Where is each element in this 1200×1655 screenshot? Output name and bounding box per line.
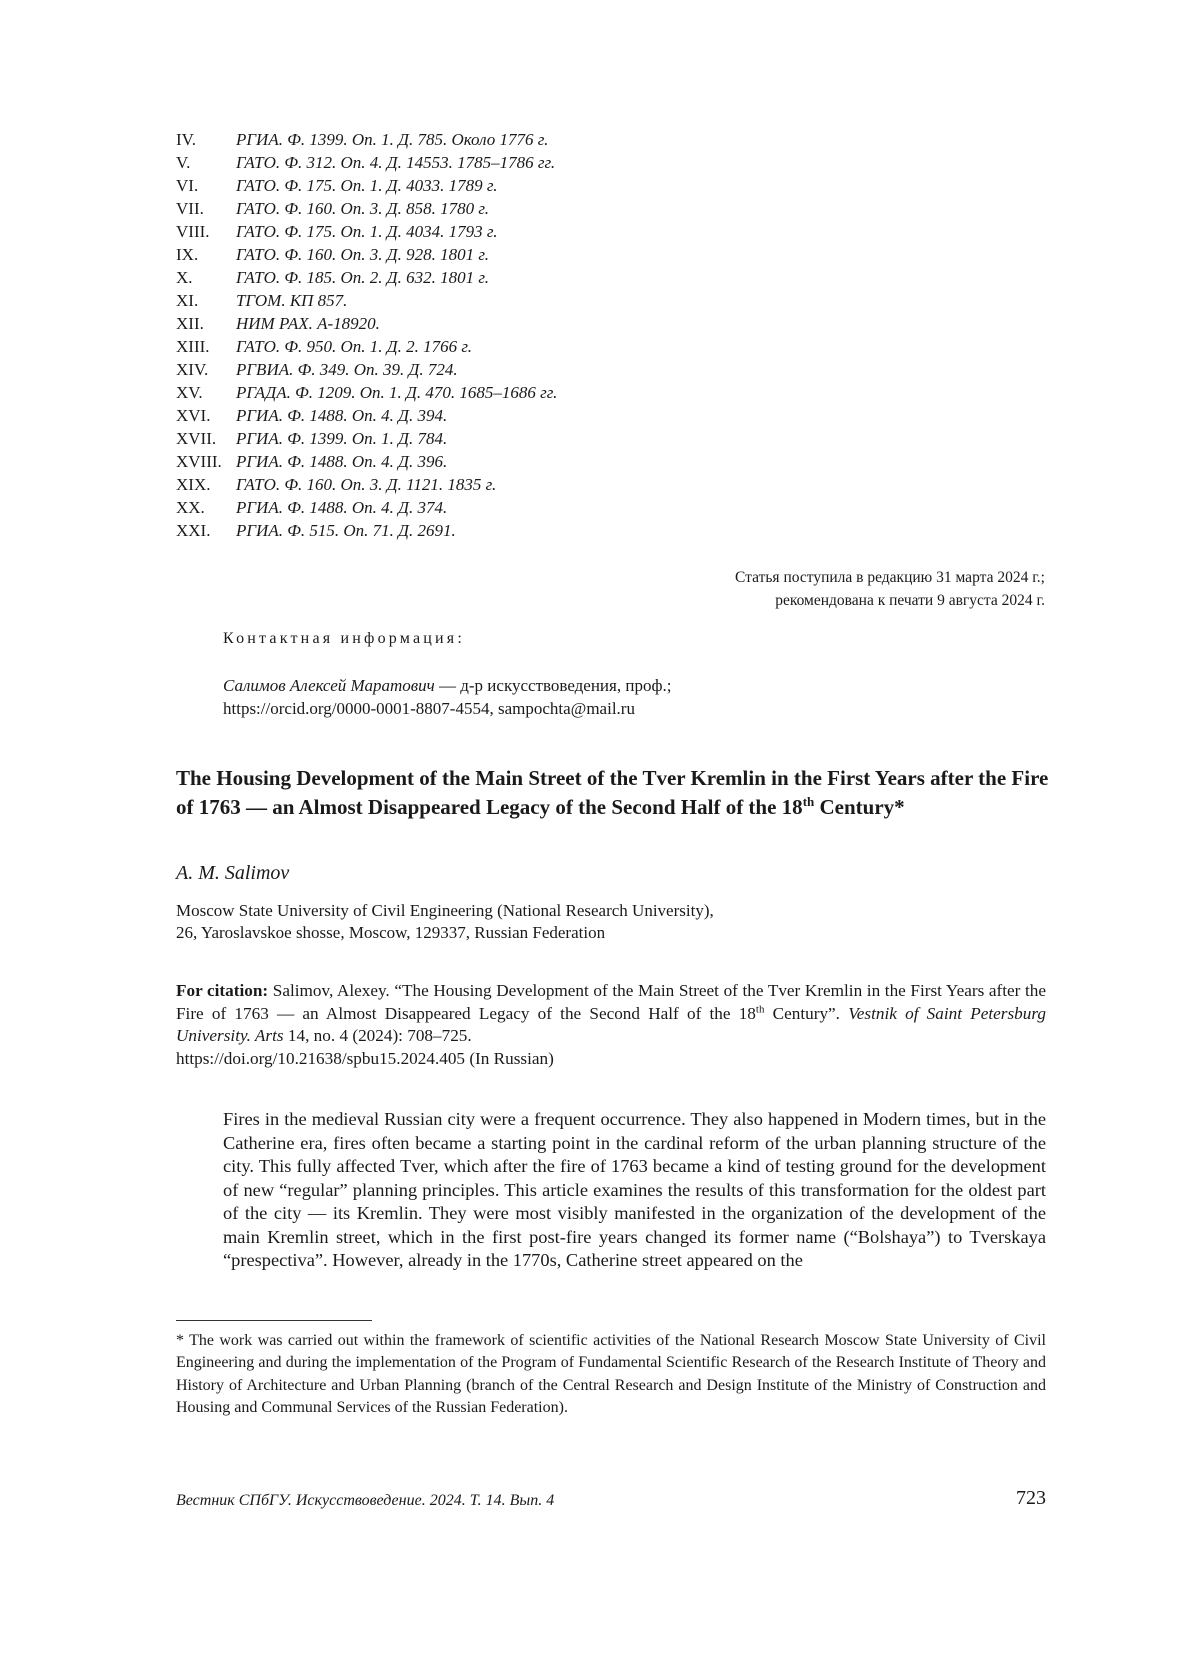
source-item xyxy=(176,450,976,473)
source-number: XIX. xyxy=(176,475,211,494)
source-number: XXI. xyxy=(176,521,211,540)
recommended-line: рекомендована к печати 9 августа 2024 г. xyxy=(775,592,1045,609)
source-item xyxy=(176,496,976,519)
source-item xyxy=(176,151,976,174)
received-line: Статья поступила в редакцию 31 марта 2024 г.; xyxy=(735,569,1045,586)
source-number: XIII. xyxy=(176,337,210,356)
doi-link[interactable]: https://doi.org/10.21638/spbu15.2024.405 (In Russian) xyxy=(176,1048,554,1068)
source-number: V. xyxy=(176,153,191,172)
source-text: ТГОМ. КП 857. xyxy=(236,291,348,310)
citation: For citation: Salimov, Alexey. “The Housing Development of the Main Street of the Tver Kremlin in the First Years after the Fire of 1763 — an Almost Disappeared Legacy of the Second Half of the 18th Century”. Vestnik of Saint Petersburg University. Arts 14, no. 4 (2024): 708–725. https://doi.org/10.21638/spbu15.2024.405 (In Russian) xyxy=(176,981,1047,1068)
footnote-divider xyxy=(176,1320,372,1321)
source-item xyxy=(176,220,976,243)
source-text: ГАТО. Ф. 185. Оп. 2. Д. 632. 1801 г. xyxy=(236,268,490,287)
source-text: ГАТО. Ф. 160. Оп. 3. Д. 928. 1801 г. xyxy=(236,245,490,264)
source-number: XI. xyxy=(176,291,199,310)
affiliation xyxy=(176,900,1056,944)
author-credentials: — д-р искусствоведения, проф.; xyxy=(434,676,672,695)
source-item xyxy=(176,335,976,358)
source-text: РГИА. Ф. 1488. Оп. 4. Д. 374. xyxy=(236,498,448,517)
english-author: A. M. Salimov xyxy=(176,862,290,884)
source-text: РГИА. Ф. 1488. Оп. 4. Д. 394. xyxy=(236,406,448,425)
source-number: XIV. xyxy=(176,360,209,379)
source-number: X. xyxy=(176,268,193,287)
abstract: Fires in the medieval Russian city were a frequent occurrence. They also happened in Modern times, but in the Catherine era, fires often became a starting point in the cardinal reform of the urban planning structure of the city. This fully affected Tver, which after the fire of 1763 became a kind of testing ground for the development of new “regular” planning principles. This article examines the results of this transformation for the oldest part of the city — its Kremlin. They were most visibly manifested in the organization of the development of the main Kremlin street, which in the first post-fire years changed its former name (“Bolshaya”) to Tverskaya “prespectiva”. However, already in the 1770s, Catherine street appeared on the xyxy=(223,1109,1046,1270)
source-text: ГАТО. Ф. 160. Оп. 3. Д. 858. 1780 г. xyxy=(236,199,490,218)
english-title: The Housing Development of the Main Street of the Tver Kremlin in the First Years after the Fire of 1763 — an Almost Disappeared Legacy of the Second Half of the 18th Century* xyxy=(176,766,1049,819)
source-number: XVII. xyxy=(176,429,217,448)
sources-list xyxy=(176,128,976,542)
source-text: ГАТО. Ф. 160. Оп. 3. Д. 1121. 1835 г. xyxy=(236,475,497,494)
source-number: XVI. xyxy=(176,406,211,425)
affiliation-line: Moscow State University of Civil Engineering (National Research University), xyxy=(176,901,714,920)
source-text: ГАТО. Ф. 175. Оп. 1. Д. 4034. 1793 г. xyxy=(236,222,498,241)
citation-label: For citation: xyxy=(176,981,269,1000)
source-text: РГИА. Ф. 1399. Оп. 1. Д. 785. Около 1776 г. xyxy=(236,130,549,149)
source-text: ГАТО. Ф. 950. Оп. 1. Д. 2. 1766 г. xyxy=(236,337,473,356)
source-item xyxy=(176,243,976,266)
source-number: VI. xyxy=(176,176,199,195)
page-number: 723 xyxy=(1016,1487,1046,1509)
source-number: XII. xyxy=(176,314,204,333)
source-text: ГАТО. Ф. 312. Оп. 4. Д. 14553. 1785–1786 гг. xyxy=(236,153,556,172)
source-text: РГИА. Ф. 1399. Оп. 1. Д. 784. xyxy=(236,429,448,448)
source-item xyxy=(176,174,976,197)
source-item xyxy=(176,358,976,381)
source-number: XV. xyxy=(176,383,203,402)
source-text: РГАДА. Ф. 1209. Оп. 1. Д. 470. 1685–1686 гг. xyxy=(236,383,558,402)
footnote: * The work was carried out within the framework of scientific activities of the National Research Moscow State University of Civil Engineering and during the implementation of the Program of Fundamental Scientific Research of the Research Institute of Theory and History of Architecture and Urban Planning (branch of the Central Research and Design Institute of the Ministry of Construction and Housing and Communal Services of the Russian Federation). xyxy=(176,1332,1046,1417)
source-number: IX. xyxy=(176,245,199,264)
source-item xyxy=(176,128,976,151)
source-text: РГВИА. Ф. 349. Оп. 39. Д. 724. xyxy=(236,360,458,379)
source-item xyxy=(176,519,976,542)
source-text: РГИА. Ф. 515. Оп. 71. Д. 2691. xyxy=(236,521,456,540)
source-item xyxy=(176,473,976,496)
source-number: XX. xyxy=(176,498,205,517)
author-name-ru: Салимов Алексей Маратович xyxy=(223,676,435,695)
source-item xyxy=(176,427,976,450)
source-number: IV. xyxy=(176,130,196,149)
running-footer: Вестник СПбГУ. Искусствоведение. 2024. Т. 14. Вып. 4 xyxy=(176,1492,555,1509)
source-number: VIII. xyxy=(176,222,210,241)
contact-heading: Контактная информация: xyxy=(223,630,466,647)
source-text: НИМ РАХ. А-18920. xyxy=(236,314,380,333)
source-item xyxy=(176,289,976,312)
source-text: РГИА. Ф. 1488. Оп. 4. Д. 396. xyxy=(236,452,448,471)
received-dates xyxy=(445,566,1045,612)
source-number: XVIII. xyxy=(176,452,222,471)
journal-name: Vestnik of Saint Petersburg University. Arts xyxy=(176,1003,1046,1045)
affiliation-address: 26, Yaroslavskoe shosse, Moscow, 129337, Russian Federation xyxy=(176,923,606,942)
source-item xyxy=(176,404,976,427)
source-text: ГАТО. Ф. 175. Оп. 1. Д. 4033. 1789 г. xyxy=(236,176,498,195)
source-number: VII. xyxy=(176,199,204,218)
author-links: https://orcid.org/0000-0001-8807-4554, sampochta@mail.ru xyxy=(223,699,635,718)
contact-info xyxy=(223,674,1023,720)
source-item xyxy=(176,197,976,220)
source-item xyxy=(176,312,976,335)
source-item xyxy=(176,381,976,404)
source-item xyxy=(176,266,976,289)
